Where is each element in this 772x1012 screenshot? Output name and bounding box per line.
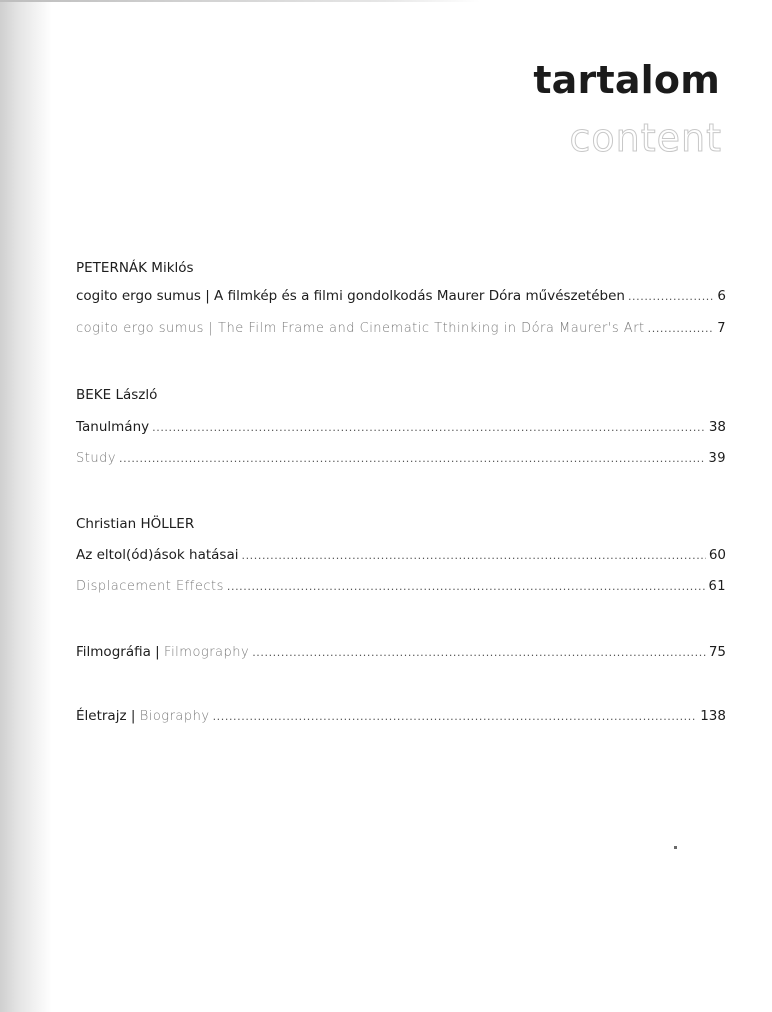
toc-entry-title: cogito ergo sumus | A filmkép és a filmi gondolkodás Maurer Dóra művészetében <box>76 288 625 304</box>
dot-leader <box>119 452 705 465</box>
toc-entry-page: 38 <box>708 419 726 435</box>
toc-entry-title <box>76 644 249 660</box>
dot-leader <box>252 646 706 659</box>
toc-entry-title: Tanulmány <box>76 419 150 435</box>
toc-entry-page: 60 <box>708 547 726 563</box>
dot-leader <box>628 290 714 303</box>
page-subtitle: content <box>569 116 722 160</box>
toc-entry[interactable] <box>76 419 726 439</box>
toc-entry-page: 39 <box>708 451 726 466</box>
toc-entry-page: 61 <box>708 579 726 594</box>
toc-entry-title: Az eltol(ód)ások hatásai <box>76 547 239 563</box>
toc-entry-page: 138 <box>700 708 726 724</box>
print-speck <box>674 846 677 849</box>
toc-entry[interactable] <box>76 321 726 341</box>
title-hu: Filmográfia <box>76 644 151 660</box>
title-en: Biography <box>139 709 210 724</box>
toc-entry-biography[interactable] <box>76 708 726 728</box>
toc-entry-title <box>76 708 210 724</box>
toc-entry-title: cogito ergo sumus | The Film Frame and Cinematic Tthinking in Dóra Maurer's Art <box>76 321 645 336</box>
toc-entry-page: 6 <box>717 288 726 304</box>
toc-entry[interactable] <box>76 579 726 599</box>
title-separator: | <box>155 644 160 660</box>
toc-entry[interactable] <box>76 288 726 308</box>
page-title: tartalom <box>533 58 720 102</box>
toc-entry-page: 75 <box>708 644 726 660</box>
title-hu: Életrajz <box>76 708 127 724</box>
toc-entry-page: 7 <box>717 321 726 336</box>
dot-leader <box>213 710 698 723</box>
top-edge-line <box>0 0 480 2</box>
author-beke: BEKE László <box>76 387 158 403</box>
toc-entry[interactable] <box>76 547 726 567</box>
toc-entry-title: Displacement Effects <box>76 579 224 594</box>
author-holler: Christian HÖLLER <box>76 516 195 532</box>
dot-leader <box>241 549 705 562</box>
author-peternak: PETERNÁK Miklós <box>76 260 194 276</box>
book-spine-shadow <box>0 0 52 1012</box>
title-separator: | <box>130 708 136 724</box>
dot-leader <box>227 580 706 593</box>
toc-entry-filmography[interactable] <box>76 644 726 664</box>
dot-leader <box>648 322 715 335</box>
title-en: Filmography <box>164 645 250 660</box>
dot-leader <box>152 421 706 434</box>
toc-entry[interactable] <box>76 451 726 471</box>
toc-entry-title: Study <box>76 451 117 466</box>
